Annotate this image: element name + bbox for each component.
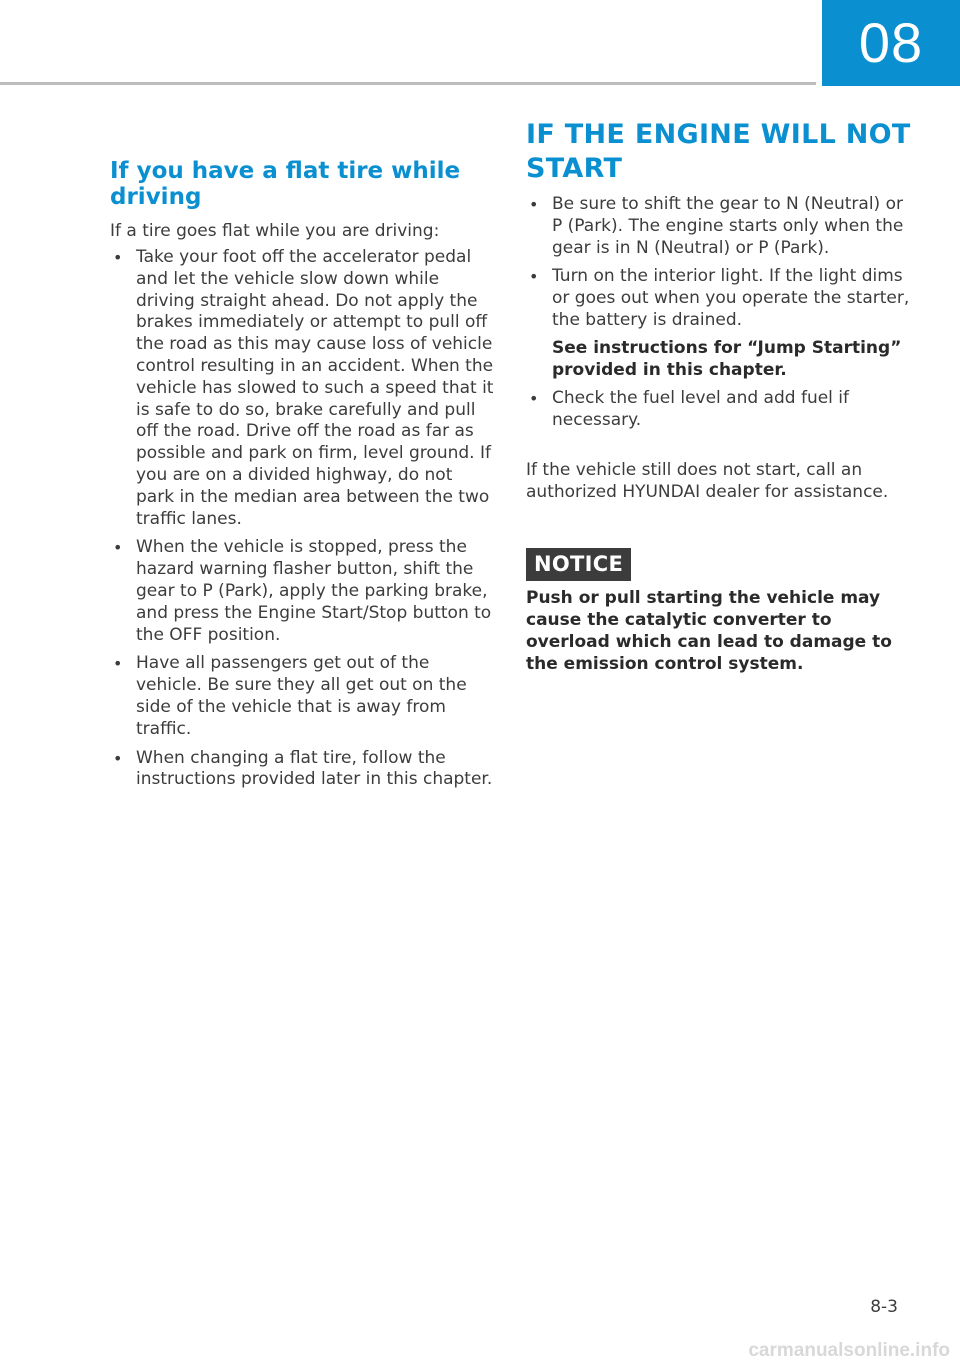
section-title-flat-tire: If you have a flat tire while driving [110,158,461,210]
list-item-text: When the vehicle is stopped, press the hazard warning flasher button, shift the gear to P (Park), apply the parking brake, and press the Engine Start/Stop button to the OFF position. [136,537,492,645]
bullet-icon: • [113,654,123,674]
list-item [526,266,910,381]
list-item-text: Check the fuel level and add fuel if necessary. [552,388,850,431]
list-item [110,537,495,646]
watermark: carmanualsonline.info [748,1340,950,1361]
page-number: 8-3 [870,1297,898,1317]
bullet-icon: • [113,538,123,558]
section-title-engine-not-start: IF THE ENGINE WILL NOT START [526,119,911,184]
flat-tire-steps [110,247,495,798]
list-item-text: Take your foot off the accelerator pedal and let the vehicle slow down while driving straight ahead. Do not apply the brakes immediately or attempt to pull off the road as this may cause loss of vehicle control resulting in an accident. When the vehicle has slowed to such a speed that it is safe to do so, brake carefully and pull off the road. Drive off the road as far as possible and park on firm, level ground. If you are on a divided highway, do not park in the median area between the two traffic lanes. [136,247,494,529]
chapter-tab: 08 [822,0,960,86]
bullet-icon: • [529,267,539,287]
jump-start-reference: See instructions for “Jump Starting” provided in this chapter. [552,337,902,380]
bullet-icon: • [113,748,123,768]
bullet-icon: • [529,195,539,214]
list-item [110,653,495,740]
notice-badge: NOTICE [526,548,631,581]
flat-tire-intro: If a tire goes flat while you are driving: [110,221,440,241]
engine-not-start-steps [526,194,910,439]
list-item-text: Be sure to shift the gear to N (Neutral) or P (Park). The engine starts only when the gear is in N (Neutral) or P (Park). [552,194,904,258]
dealer-assistance-text: If the vehicle still does not start, call an authorized HYUNDAI dealer for assistance. [526,460,889,502]
list-item-text: Turn on the interior light. If the light dims or goes out when you operate the starter, the battery is drained. [552,266,910,330]
bullet-icon: • [113,248,123,267]
list-item [526,194,910,259]
bullet-icon: • [529,389,539,409]
list-item [110,748,495,792]
notice-text: Push or pull starting the vehicle may cause the catalytic converter to overload which can lead to damage to the emission control system. [526,588,892,674]
list-item-text: Have all passengers get out of the vehicle. Be sure they all get out on the side of the vehicle that is away from traffic. [136,653,467,739]
list-item [110,247,495,530]
header-rule [0,82,816,85]
list-item [526,388,910,432]
list-item-text: When changing a flat tire, follow the instructions provided later in this chapter. [136,747,493,790]
